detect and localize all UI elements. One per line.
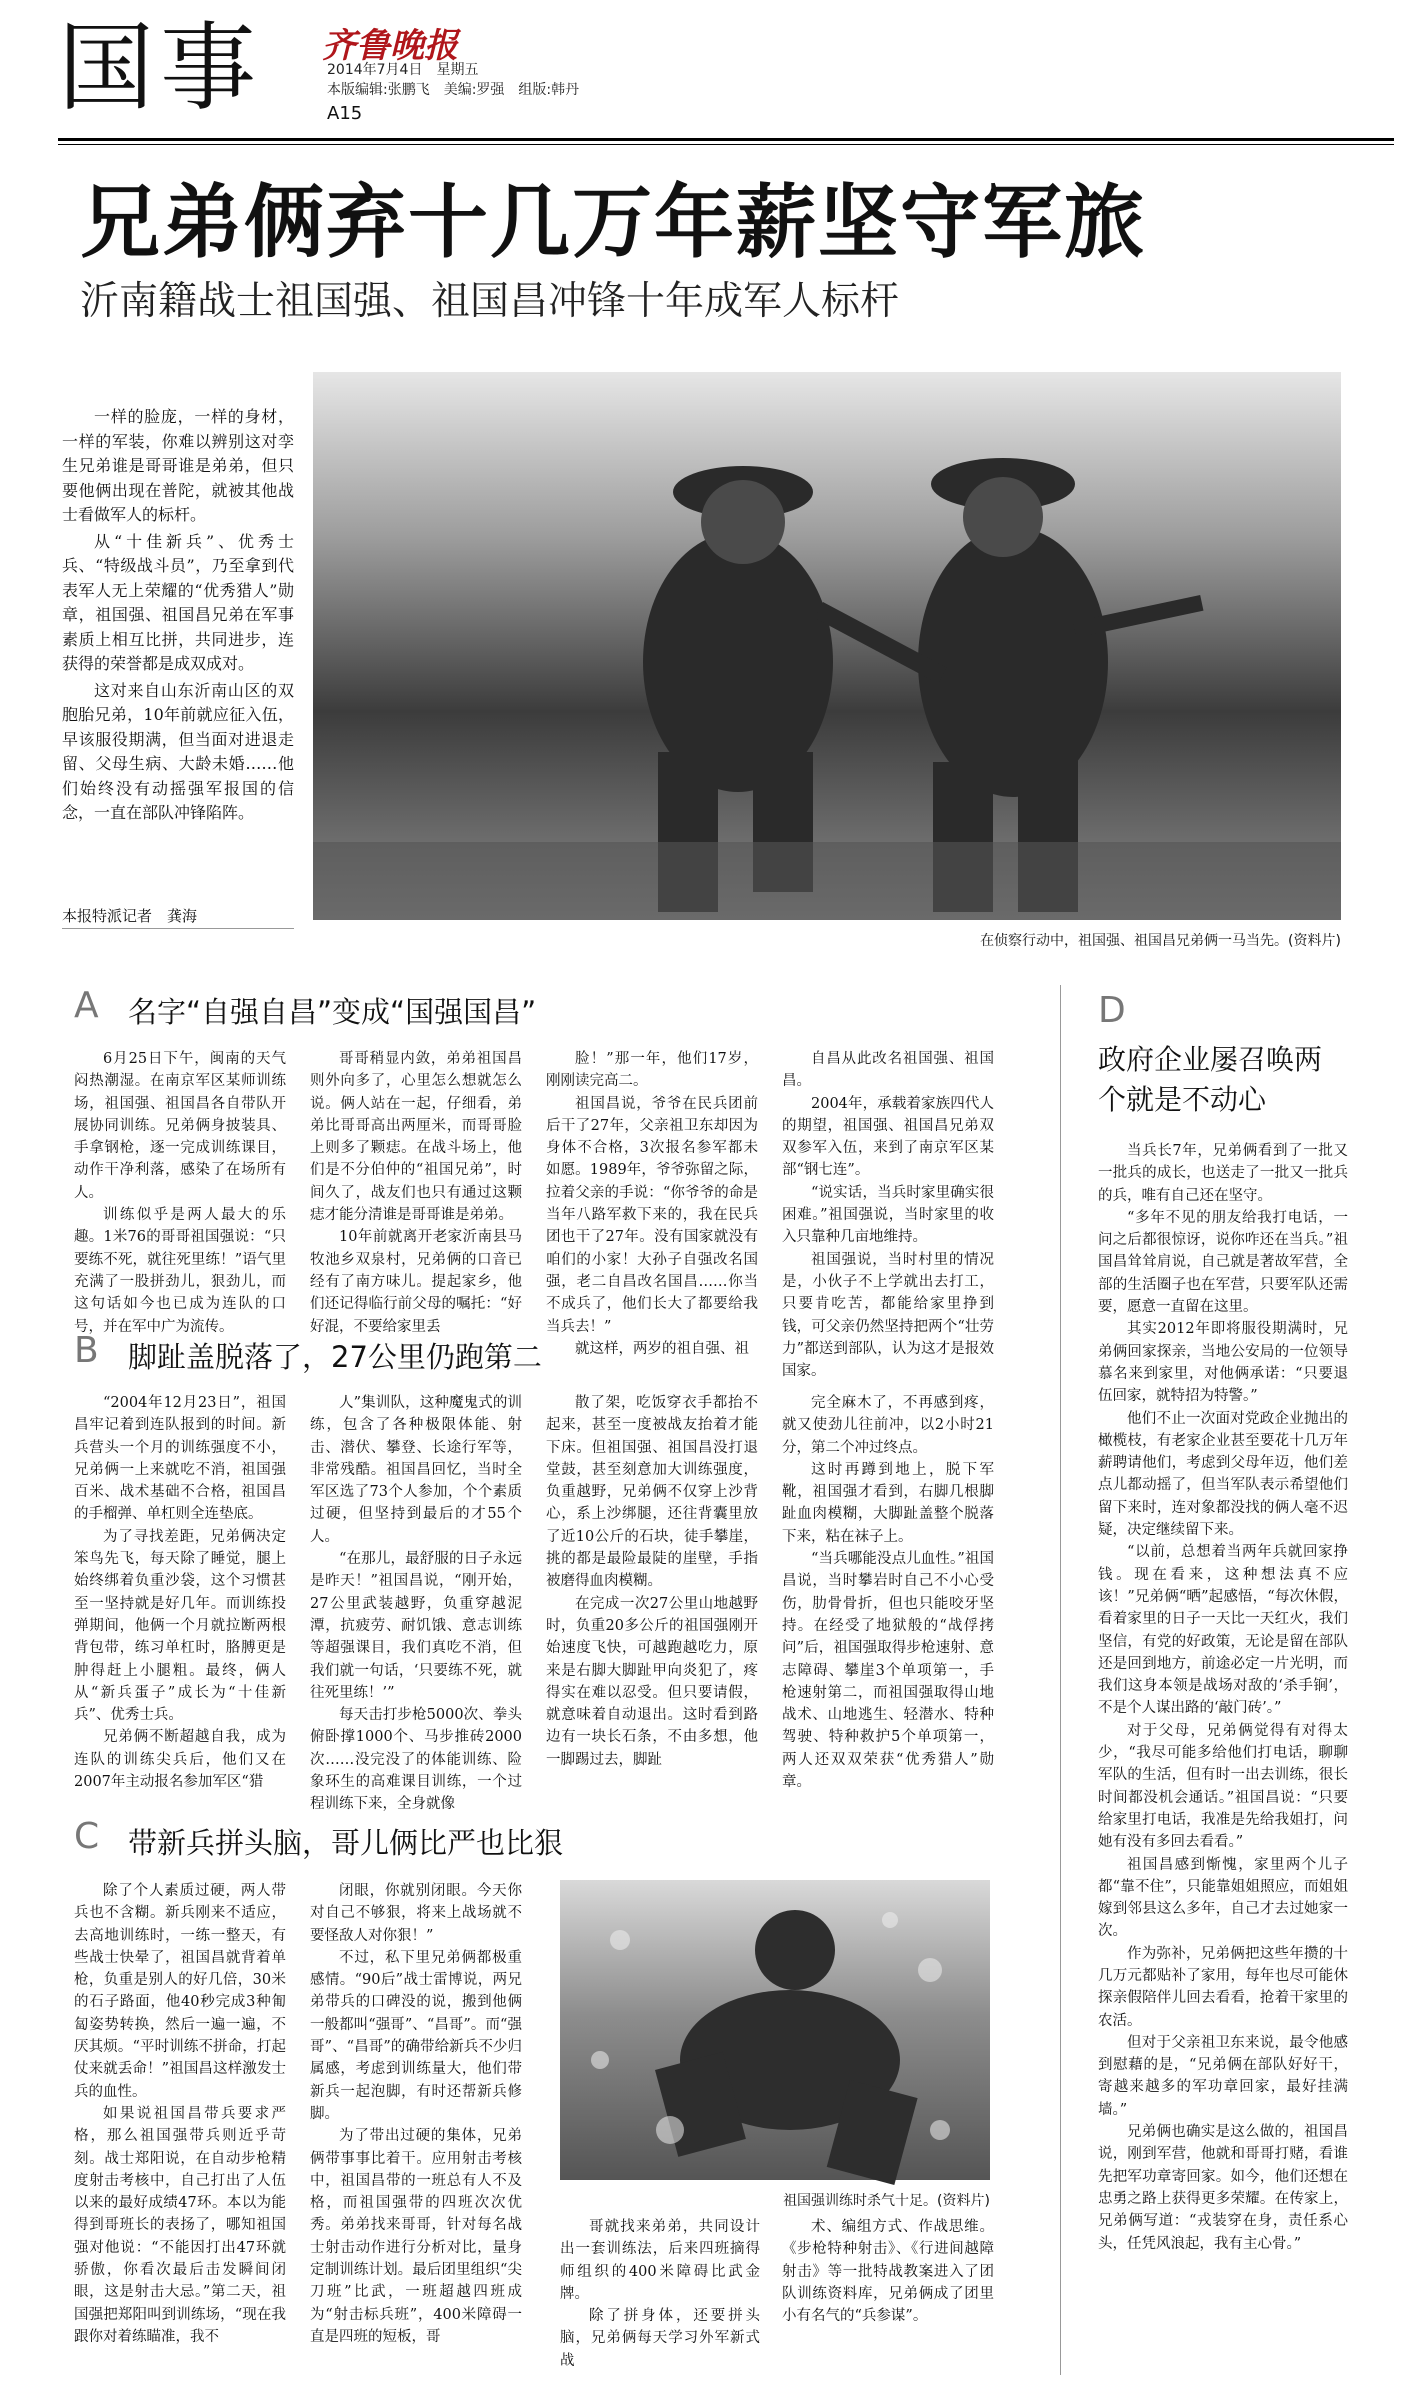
section-a-column	[74, 1048, 286, 1335]
paragraph: 每天击打步枪5000次、拳头俯卧撑1000个、马步推砖2000次……没完没了的体能训练、险象环生的高难课目训练，一个过程训练下来，全身就像	[310, 1707, 522, 1813]
paragraph: “在那儿，最舒服的日子永远是昨天！”祖国昌说，“刚开始，27公里武装越野，负重穿越泥潭，抗疲劳、耐饥饿、意志训练等超强课目，我们真吃不消，但我们就一句话，‘只要练不死，就往死里练！’”	[310, 1551, 522, 1701]
paragraph: 其实2012年即将服役期满时，兄弟俩回家探亲，当地公安局的一位领导慕名来到家里，对他俩承诺：“只要退伍回家，就特招为特警。”	[1098, 1321, 1348, 1405]
paragraph: 当兵长7年，兄弟俩看到了一批又一批兵的成长，也送走了一批又一批兵的兵，唯有自己还在坚守。	[1098, 1143, 1348, 1204]
paragraph: 脸！”那一年，他们17岁，刚刚读完高二。	[546, 1051, 758, 1090]
paragraph: 不过，私下里兄弟俩都极重感情。“90后”战士雷博说，两兄弟带兵的口碑没的说，搬到他俩一般都叫“强哥”、“昌哥”。而“强哥”、“昌哥”的确带给新兵不少归属感，考虑到训练量大，他们带新兵一起泡脚，有时还帮新兵修脚。	[310, 1949, 522, 2122]
section-c-column	[782, 2216, 994, 2372]
paragraph: 6月25日下午，闽南的天气闷热潮湿。在南京军区某师训练场，祖国强、祖国昌各自带队开展协同训练。兄弟俩身披装具、手拿钢枪，逐一完成训练课目，动作干净利落，感染了在场所有人。	[74, 1051, 286, 1201]
paragraph: “说实话，当兵时家里确实很困难。”祖国强说，当时家里的收入只靠种几亩地维持。	[782, 1184, 994, 1246]
section-a-column	[310, 1048, 522, 1335]
section-b-letter: B	[74, 1330, 99, 1371]
training-photo	[560, 1880, 990, 2180]
section-b-column	[782, 1392, 994, 1804]
paragraph: 兄弟俩不断超越自我，成为连队的训练尖兵后，他们又在2007年主动报名参加军区“猎	[74, 1729, 286, 1791]
paragraph: 哥就找来弟弟，共同设计出一套训练法，后来四班摘得师组织的400米障碍比武金牌。	[560, 2219, 760, 2302]
lead-paragraph: 这对来自山东沂南山区的双胞胎兄弟，10年前就应征入伍，早该服役期满，但当面对进退走留、父母生病、大龄未婚……他们始终没有动摇强军报国的信念，一直在部队冲锋陷阵。	[62, 680, 294, 822]
section-c-heading: 带新兵拼头脑，哥儿俩比严也比狠	[128, 1826, 564, 1860]
paragraph: 对于父母，兄弟俩觉得有对得太少，“我尽可能多给他们打电话，聊聊军队的生活，但有时一出去训练，很长时间都没机会通话。”祖国昌说：“只要给家里打电话，我准是先给我姐打，问她有没有多回去看看。”	[1098, 1722, 1348, 1851]
soldiers-photo	[313, 372, 1341, 920]
byline: 本报特派记者 龚海	[62, 907, 198, 925]
paragraph: 为了带出过硬的集体，兄弟俩带事事比着干。应用射击考核中，祖国昌带的一班总有人不及格，而祖国强带的四班次次优秀。弟弟找来哥哥，针对每名战士射击动作进行分析对比，量身定制训练计划。最后团里组织“尖刀班”比武，一班超越四班成为“射击标兵班”，400米障碍一直是四班的短板，哥	[310, 2128, 522, 2345]
paragraph: 散了架，吃饭穿衣手都抬不起来，甚至一度被战友抬着才能下床。但祖国强、祖国昌没打退堂鼓，甚至刻意加大训练强度，负重越野，兄弟俩不仅穿上沙背心，系上沙绑腿，还往背囊里放了近10公斤的石块，徒手攀崖，挑的都是最险最陡的崖壁，手指被磨得血肉模糊。	[546, 1395, 758, 1590]
section-a-column	[546, 1048, 758, 1357]
page-number: A15	[327, 103, 363, 124]
training-illustration	[560, 1880, 990, 2180]
paragraph: 兄弟俩也确实是这么做的，祖国昌说，刚到军营，他就和哥哥打赌，看谁先把军功章寄回家。如今，他们还想在忠勇之路上获得更多荣耀。在传家上，兄弟俩写道：“戎装穿在身，责任系心头，任凭风浪起，我有主心骨。”	[1098, 2124, 1348, 2252]
paragraph: “当兵哪能没点儿血性。”祖国昌说，当时攀岩时自己不小心受伤，肋骨骨折，但也只能咬牙坚持。在经受了地狱般的“战俘拷问”后，祖国强取得步枪速射、意志障碍、攀崖3个单项第一，手枪速射第二，而祖国强取得山地战术、山地逃生、轻潜水、特种驾驶、特种救护5个单项第一，两人还双双荣获“优秀猎人”勋章。	[782, 1551, 994, 1791]
paragraph: 祖国昌感到惭愧，家里两个儿子都“靠不住”，只能靠姐姐照应，而姐姐嫁到邻县这么多年，自己才去过她家一次。	[1098, 1856, 1348, 1940]
paragraph: 在完成一次27公里山地越野时，负重20多公斤的祖国强刚开始速度飞快，可越跑越吃力，原来是右脚大脚趾甲向炎犯了，疼得实在难以忍受。但只要请假，就意味着自动退出。这时看到路边有一块长石条，不由多想，他一脚踢过去，脚趾	[546, 1595, 758, 1768]
paragraph: 自昌从此改名祖国强、祖国昌。	[782, 1051, 994, 1090]
training-photo-caption: 祖国强训练时杀气十足。(资料片)	[783, 2193, 990, 2209]
section-title: 国事	[58, 12, 262, 124]
section-c-letter: C	[74, 1816, 100, 1857]
lead-text	[62, 405, 294, 826]
article-subheadline: 沂南籍战士祖国强、祖国昌冲锋十年成军人标杆	[80, 279, 900, 324]
paragraph: 10年前就离开老家沂南县马牧池乡双泉村，兄弟俩的口音已经有了南方味儿。提起家乡，他们还记得临行前父母的嘱托：“好好混，不要给家里丢	[310, 1229, 522, 1335]
section-c-column	[560, 2216, 760, 2372]
lead-paragraph: 从“十佳新兵”、优秀士兵、“特级战斗员”，乃至拿到代表军人无上荣耀的“优秀猎人”勋章，祖国强、祖国昌兄弟在军事素质上相互比拼，共同进步，连获得的荣誉都是成双成对。	[62, 531, 294, 673]
paragraph: 人”集训队，这种魔鬼式的训练，包含了各种极限体能、射击、潜伏、攀登、长途行军等，非常残酷。祖国昌回忆，当时全军区选了73个人参加，个个素质过硬，但坚持到最后的才55个人。	[310, 1395, 522, 1545]
newspaper-logo: 齐鲁晚报	[322, 26, 458, 66]
paragraph: 祖国强说，当时村里的情况是，小伙子不上学就出去打工，只要肯吃苦，都能给家里挣到钱，可父亲仍然坚持把两个“壮劳力”都送到部队，认为这才是报效国家。	[782, 1251, 994, 1380]
paragraph: 除了拼身体，还要拼头脑，兄弟俩每天学习外军新式战	[560, 2308, 760, 2369]
paragraph: 除了个人素质过硬，两人带兵也不含糊。新兵刚来不适应，去高地训练时，一练一整天，有些战士快晕了，祖国昌就背着单枪，负重是别人的好几倍，30米的石子路面，他40秒完成3种匍匐姿势转换，然后一遍一遍，不厌其烦。“平时训练不拼命，打起仗来就丢命！”祖国昌这样激发士兵的血性。	[74, 1883, 286, 2100]
section-b-column	[546, 1392, 758, 1804]
paragraph: 但对于父亲祖卫东来说，最令他感到慰藉的是，“兄弟俩在部队好好干，寄越来越多的军功章回家，最好挂满墙。”	[1098, 2034, 1348, 2118]
section-a-column	[782, 1048, 994, 1380]
issue-date: 2014年7月4日 星期五	[327, 62, 479, 78]
section-d-column	[1098, 1140, 1348, 2374]
paragraph: 术、编组方式、作战思维。《步枪特种射击》、《行进间越障射击》等一批特战教案进入了团队训练资料库，兄弟俩成了团里小有名气的“兵参谋”。	[782, 2219, 994, 2325]
paragraph: “多年不见的朋友给我打电话，一问之后都很惊讶，说你咋还在当兵。”祖国昌耸耸肩说，自己就是著故军营，全部的生活圈子也在军营，只要军队还需要，愿意一直留在这里。	[1098, 1209, 1348, 1316]
photo-caption: 在侦察行动中，祖国强、祖国昌兄弟俩一马当先。(资料片)	[980, 933, 1341, 949]
section-d-heading: 政府企业屡召唤两个就是不动心	[1098, 1043, 1323, 1116]
section-d-letter: D	[1098, 990, 1126, 1031]
paragraph: 就这样，两岁的祖自强、祖	[575, 1340, 749, 1357]
masthead-rule	[58, 138, 1394, 141]
paragraph: 祖国昌说，爷爷在民兵团前后干了27年，父亲祖卫东却因为身体不合格，3次报名参军都未如愿。1989年，爷爷弥留之际，拉着父亲的手说：“你爷爷的命是当年八路军救下来的，我在民兵团也干了27年。没有国家就没有咱们的小家！大孙子自强改名国强，老二自昌改名国昌……你当不成兵了，他们长大了都要给我当兵去！”	[546, 1095, 758, 1335]
paragraph: “以前，总想着当两年兵就回家挣钱。现在看来，这种想法真不应该！”兄弟俩“晒”起感悟，“每次休假，看着家里的日子一天比一天红火，我们坚信，有党的好政策，无论是留在部队还是回到地方，前途必定一片光明，而我们这身本领是战场对敌的‘杀手锏’，不是个人谋出路的‘敲门砖’。”	[1098, 1544, 1348, 1717]
article-headline: 兄弟俩弃十几万年薪坚守军旅	[80, 176, 1146, 269]
paragraph: 作为弥补，兄弟俩把这些年攒的十几万元都贴补了家用，每年也尽可能休探亲假陪伴儿回去看看，抢着干家里的农活。	[1098, 1945, 1348, 2029]
byline-rule	[62, 928, 294, 929]
section-a-letter: A	[74, 985, 99, 1026]
section-a-heading: 名字“自强自昌”变成“国强国昌”	[128, 995, 537, 1029]
paragraph: “2004年12月23日”，祖国昌牢记着到连队报到的时间。新兵营头一个月的训练强度不小，兄弟俩一上来就吃不消，祖国强百米、战术基础不合格，祖国昌的手榴弹、单杠则全连垫底。	[74, 1395, 286, 1523]
paragraph: 为了寻找差距，兄弟俩决定笨鸟先飞，每天除了睡觉，腿上始终绑着负重沙袋，这个习惯甚至一坚持就是好几年。而训练投弹期间，他俩一个月就拉断两根背包带，练习单杠时，胳膊更是肿得赶上小腿粗。最终，俩人从“新兵蛋子”成长为“十佳新兵”、优秀士兵。	[74, 1528, 286, 1724]
masthead-rule-thin	[58, 144, 1394, 145]
column-divider	[1060, 985, 1061, 2375]
section-c-column	[310, 1880, 522, 2372]
paragraph: 如果说祖国昌带兵要求严格，那么祖国强带兵则近乎苛刻。战士郑阳说，在自动步枪精度射击考核中，自己打出了人伍以来的最好成绩47环。本以为能得到哥班长的表扬了，哪知祖国强对他说：“不能因打出47环就骄傲，你看次最后击发瞬间闭眼，这是射击大忌。”第二天，祖国强把郑阳叫到训练场，“现在我跟你对着练瞄准，我不	[74, 2105, 286, 2345]
section-b-column	[310, 1392, 522, 1813]
paragraph: 哥哥稍显内敛，弟弟祖国昌则外向多了，心里怎么想就怎么说。俩人站在一起，仔细看，弟弟比哥哥高出两厘米，而哥哥脸上则多了颗痣。在战斗场上，他们是不分伯仲的“祖国兄弟”，时间久了，战友们也只有通过这颗痣才能分清谁是哥哥谁是弟弟。	[310, 1051, 522, 1224]
lead-paragraph: 一样的脸庞，一样的身材，一样的军装，你难以辨别这对孪生兄弟谁是哥哥谁是弟弟，但只要他俩出现在普陀，就被其他战士看做军人的标杆。	[62, 407, 294, 524]
section-b-heading: 脚趾盖脱落了，27公里仍跑第二	[128, 1340, 542, 1374]
paragraph: 训练似乎是两人最大的乐趣。1米76的哥哥祖国强说：“只要练不死，就往死里练！”语气里充满了一股拼劲儿，狠劲儿，而这句话如今也已成为连队的口号，并在军中广为流传。	[74, 1207, 286, 1335]
paragraph: 2004年，承载着家族四代人的期望，祖国强、祖国昌兄弟双双参军入伍，来到了南京军区某部“钢七连”。	[782, 1095, 994, 1179]
paragraph: 完全麻木了，不再感到疼，就又使劲儿往前冲，以2小时21分，第二个冲过终点。	[782, 1395, 994, 1456]
section-b-column	[74, 1392, 286, 1804]
paragraph: 他们不止一次面对党政企业抛出的橄榄枝，有老家企业甚至要花十几万年薪聘请他们，考虑到父母年迈，他们差点儿都动摇了，但当军队表示希望他们留下来时，连对象都没找的俩人毫不迟疑，决定继续留下来。	[1098, 1410, 1348, 1539]
section-c-column	[74, 1880, 286, 2372]
editor-credits: 本版编辑:张鹏飞 美编:罗强 组版:韩丹	[327, 82, 580, 98]
paragraph: 这时再蹲到地上，脱下军靴，祖国强才看到，右脚几根脚趾血肉模糊，大脚趾盖整个脱落下来，粘在袜子上。	[782, 1461, 994, 1545]
soldiers-illustration	[313, 372, 1341, 920]
paragraph: 闭眼，你就别闭眼。今天你对自己不够狠，将来上战场就不要怪敌人对你狠！”	[310, 1883, 522, 1944]
